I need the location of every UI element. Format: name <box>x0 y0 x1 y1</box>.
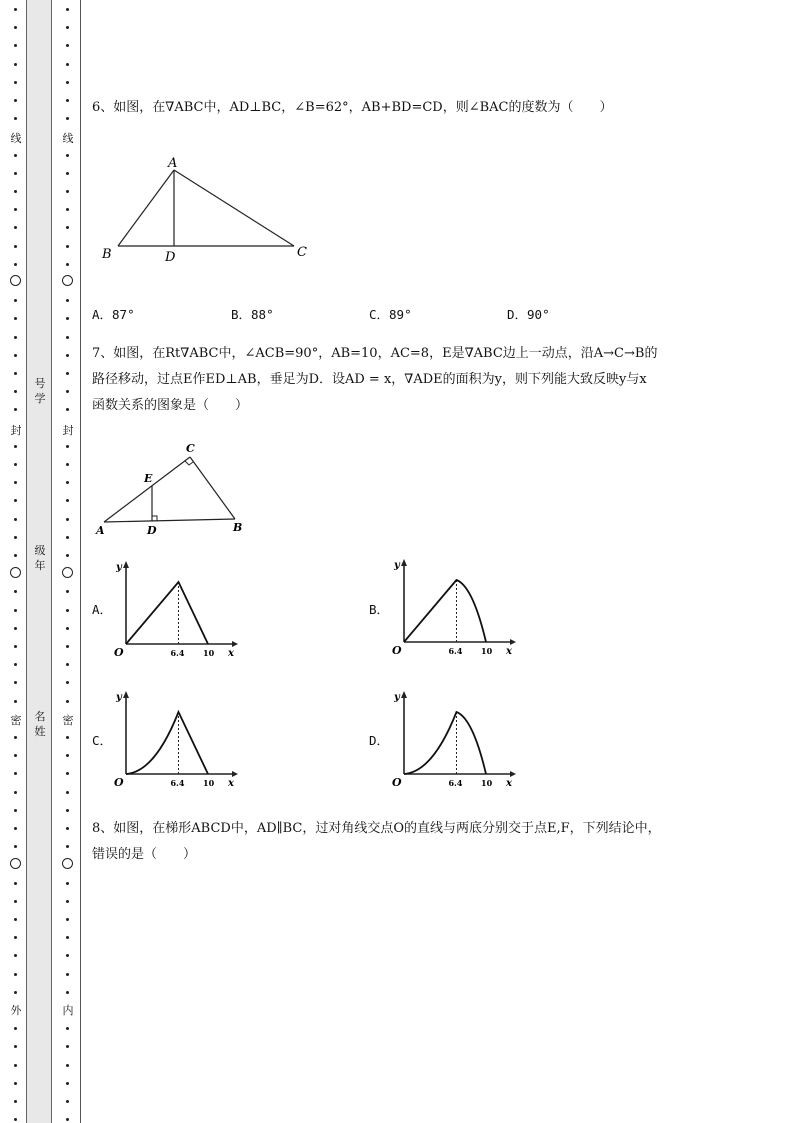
q7-option-b-label[interactable]: B． <box>369 602 390 617</box>
outer-seal-dot <box>14 791 17 794</box>
inner-seal-char: 密 <box>60 712 76 728</box>
outer-seal-dot <box>14 936 17 939</box>
tick-label-peak: 6.4 <box>448 646 463 656</box>
q7-label-b: B <box>233 521 243 534</box>
inner-seal-dot <box>66 882 69 885</box>
inner-seal-dot <box>66 172 69 175</box>
q7-graph-d[interactable] <box>392 688 522 788</box>
inner-seal-dot <box>66 154 69 157</box>
function-curve <box>126 712 208 774</box>
name-label: 名 姓 <box>34 710 46 738</box>
outer-seal-dot <box>14 117 17 120</box>
question-7-line-3: 函数关系的图象是（ ） <box>92 398 249 413</box>
outer-seal-dot <box>14 354 17 357</box>
y-axis-label: y <box>394 692 400 703</box>
inner-seal-dot <box>66 900 69 903</box>
inner-seal-dot <box>66 809 69 812</box>
outer-seal-dot <box>14 845 17 848</box>
outer-seal-dot <box>14 8 17 11</box>
q7-label-a: A <box>96 524 105 537</box>
tick-label-peak: 6.4 <box>170 778 185 788</box>
outer-seal-dot <box>14 1100 17 1103</box>
question-8-line-1: 8、如图，在梯形ABCD中，AD∥BC，过对角线交点O的直线与两底分别交于点E,F，下列结论中， <box>92 821 661 836</box>
inner-seal-dot <box>66 590 69 593</box>
q7-label-c: C <box>186 442 195 455</box>
inner-seal-char: 封 <box>60 422 76 438</box>
outer-seal-char: 线 <box>8 130 24 146</box>
outer-seal-dot <box>14 336 17 339</box>
outer-seal-dot <box>14 154 17 157</box>
inner-seal-dot <box>66 827 69 830</box>
q6-choice-b[interactable]: B．88° <box>231 307 274 322</box>
outer-seal-char: 外 <box>8 1002 24 1018</box>
q6-label-a: A <box>168 156 178 171</box>
inner-seal-circle <box>62 275 73 286</box>
inner-seal-dot <box>66 317 69 320</box>
outer-seal-dot <box>14 263 17 266</box>
outer-seal-dot <box>14 991 17 994</box>
inner-seal-dot <box>66 263 69 266</box>
inner-seal-dot <box>66 518 69 521</box>
inner-seal-dot <box>66 791 69 794</box>
binding-margin <box>0 0 82 1123</box>
y-axis-arrow <box>123 561 129 568</box>
outer-seal-dot <box>14 627 17 630</box>
inner-seal-dot <box>66 8 69 11</box>
inner-seal-circle <box>62 858 73 869</box>
outer-seal-dot <box>14 481 17 484</box>
inner-seal-dot <box>66 336 69 339</box>
inner-seal-dot <box>66 609 69 612</box>
x-axis-arrow <box>510 639 516 645</box>
tick-label-end: 10 <box>481 646 493 656</box>
inner-seal-dot <box>66 99 69 102</box>
inner-seal-dot <box>66 245 69 248</box>
outer-seal-dot <box>14 536 17 539</box>
outer-seal-dot <box>14 245 17 248</box>
question-7-figure <box>94 440 254 540</box>
q7-option-d-label[interactable]: D． <box>369 733 390 748</box>
outer-seal-char: 封 <box>8 422 24 438</box>
outer-seal-circle <box>10 275 21 286</box>
y-axis-arrow <box>401 691 407 698</box>
outer-seal-dot <box>14 408 17 411</box>
question-7-line-2: 路径移动，过点E作ED⊥AB，垂足为D．设AD = x，∇ADE的面积为y，则下列能大致反映y与x <box>92 372 647 387</box>
outer-seal-dot <box>14 390 17 393</box>
inner-seal-dot <box>66 991 69 994</box>
inner-seal-dot <box>66 918 69 921</box>
outer-seal-circle <box>10 858 21 869</box>
inner-seal-dot <box>66 499 69 502</box>
outer-seal-dot <box>14 26 17 29</box>
inner-seal-dot <box>66 663 69 666</box>
outer-seal-dot <box>14 973 17 976</box>
outer-seal-dot <box>14 645 17 648</box>
tick-label-end: 10 <box>481 778 493 788</box>
outer-seal-dot <box>14 1118 17 1121</box>
inner-seal-dot <box>66 445 69 448</box>
outer-seal-line <box>6 0 26 1123</box>
outer-seal-dot <box>14 44 17 47</box>
outer-seal-dot <box>14 1027 17 1030</box>
x-axis-label: x <box>506 646 512 656</box>
outer-seal-dot <box>14 590 17 593</box>
inner-seal-dot <box>66 63 69 66</box>
outer-seal-dot <box>14 882 17 885</box>
q7-option-a-label[interactable]: A． <box>92 602 113 617</box>
outer-seal-dot <box>14 609 17 612</box>
inner-seal-dot <box>66 44 69 47</box>
q6-choice-d[interactable]: D．90° <box>507 307 550 322</box>
q7-graph-b[interactable] <box>392 556 522 656</box>
inner-seal-dot <box>66 536 69 539</box>
inner-seal-dot <box>66 408 69 411</box>
outer-seal-dot <box>14 663 17 666</box>
outer-seal-char: 密 <box>8 712 24 728</box>
outer-seal-dot <box>14 499 17 502</box>
outer-seal-dot <box>14 63 17 66</box>
outer-seal-dot <box>14 918 17 921</box>
inner-seal-dot <box>66 81 69 84</box>
outer-seal-dot <box>14 299 17 302</box>
question-6-figure <box>98 152 318 267</box>
q7-graph-a[interactable] <box>114 558 244 658</box>
inner-seal-dot <box>66 681 69 684</box>
q7-label-e: E <box>144 472 153 485</box>
outer-seal-dot <box>14 772 17 775</box>
x-axis-arrow <box>510 771 516 777</box>
outer-seal-dot <box>14 172 17 175</box>
outer-seal-dot <box>14 554 17 557</box>
y-axis-label: y <box>116 692 122 703</box>
tick-label-peak: 6.4 <box>170 648 185 658</box>
outer-seal-dot <box>14 463 17 466</box>
inner-seal-dot <box>66 754 69 757</box>
inner-seal-dot <box>66 354 69 357</box>
outer-seal-dot <box>14 1064 17 1067</box>
q6-choice-a[interactable]: A．87° <box>92 307 135 322</box>
outer-seal-dot <box>14 809 17 812</box>
outer-seal-dot <box>14 900 17 903</box>
margin-border <box>80 0 81 1123</box>
inner-seal-dot <box>66 936 69 939</box>
tick-label-end: 10 <box>203 648 215 658</box>
outer-seal-dot <box>14 754 17 757</box>
outer-seal-dot <box>14 99 17 102</box>
outer-seal-dot <box>14 317 17 320</box>
inner-seal-dot <box>66 954 69 957</box>
inner-seal-dot <box>66 1118 69 1121</box>
tick-label-peak: 6.4 <box>448 778 463 788</box>
inner-seal-dot <box>66 481 69 484</box>
x-axis-label: x <box>228 648 234 658</box>
inner-seal-dot <box>66 1082 69 1085</box>
y-axis-label: y <box>116 562 122 573</box>
inner-seal-dot <box>66 226 69 229</box>
inner-seal-dot <box>66 208 69 211</box>
q7-option-c-label[interactable]: C． <box>92 733 113 748</box>
origin-label: O <box>114 776 124 788</box>
y-axis-arrow <box>401 559 407 566</box>
inner-seal-dot <box>66 700 69 703</box>
inner-seal-dot <box>66 1027 69 1030</box>
inner-seal-char: 内 <box>60 1002 76 1018</box>
q6-choice-c[interactable]: C．89° <box>369 307 412 322</box>
outer-seal-dot <box>14 445 17 448</box>
inner-seal-dot <box>66 26 69 29</box>
inner-seal-dot <box>66 299 69 302</box>
question-6-text: 6、如图，在∇ABC中，AD⊥BC，∠B=62°，AB+BD=CD，则∠BAC的度数为（ ） <box>92 100 613 115</box>
inner-seal-dot <box>66 390 69 393</box>
origin-label: O <box>392 644 402 656</box>
tick-label-end: 10 <box>203 778 215 788</box>
inner-seal-dot <box>66 554 69 557</box>
inner-seal-dot <box>66 627 69 630</box>
student-info-strip <box>26 0 52 1123</box>
inner-seal-dot <box>66 1045 69 1048</box>
inner-seal-dot <box>66 463 69 466</box>
outer-seal-dot <box>14 226 17 229</box>
q6-label-d: D <box>165 250 176 265</box>
q7-graph-c[interactable] <box>114 688 244 788</box>
inner-seal-dot <box>66 117 69 120</box>
y-axis-label: y <box>394 560 400 571</box>
grade-label: 级 年 <box>34 544 46 572</box>
outer-seal-dot <box>14 954 17 957</box>
function-curve <box>404 580 486 642</box>
origin-label: O <box>392 776 402 788</box>
y-axis-arrow <box>123 691 129 698</box>
function-curve <box>404 712 486 774</box>
inner-seal-line <box>58 0 78 1123</box>
outer-seal-dot <box>14 372 17 375</box>
inner-seal-dot <box>66 1064 69 1067</box>
outer-seal-dot <box>14 827 17 830</box>
inner-seal-dot <box>66 645 69 648</box>
outer-seal-dot <box>14 190 17 193</box>
q7-label-d: D <box>147 524 157 537</box>
outer-seal-dot <box>14 1045 17 1048</box>
outer-seal-dot <box>14 1082 17 1085</box>
inner-seal-dot <box>66 845 69 848</box>
student-number-label: 号 学 <box>34 377 46 405</box>
question-8-line-2: 错误的是（ ） <box>92 847 197 862</box>
outer-seal-dot <box>14 700 17 703</box>
inner-seal-dot <box>66 1100 69 1103</box>
outer-seal-dot <box>14 208 17 211</box>
outer-seal-circle <box>10 567 21 578</box>
question-7-line-1: 7、如图，在Rt∇ABC中，∠ACB=90°，AB=10，AC=8，E是∇ABC边上一动点，沿A→C→B的 <box>92 346 658 361</box>
x-axis-label: x <box>506 778 512 788</box>
inner-seal-dot <box>66 973 69 976</box>
inner-seal-dot <box>66 372 69 375</box>
outer-seal-dot <box>14 518 17 521</box>
inner-seal-dot <box>66 190 69 193</box>
inner-seal-circle <box>62 567 73 578</box>
inner-seal-dot <box>66 772 69 775</box>
x-axis-label: x <box>228 778 234 788</box>
x-axis-arrow <box>232 641 238 647</box>
outer-seal-dot <box>14 736 17 739</box>
inner-seal-char: 线 <box>60 130 76 146</box>
x-axis-arrow <box>232 771 238 777</box>
q6-label-c: C <box>297 245 307 260</box>
outer-seal-dot <box>14 81 17 84</box>
origin-label: O <box>114 646 124 658</box>
inner-seal-dot <box>66 736 69 739</box>
q6-label-b: B <box>102 247 112 262</box>
function-curve <box>126 582 208 644</box>
outer-seal-dot <box>14 681 17 684</box>
